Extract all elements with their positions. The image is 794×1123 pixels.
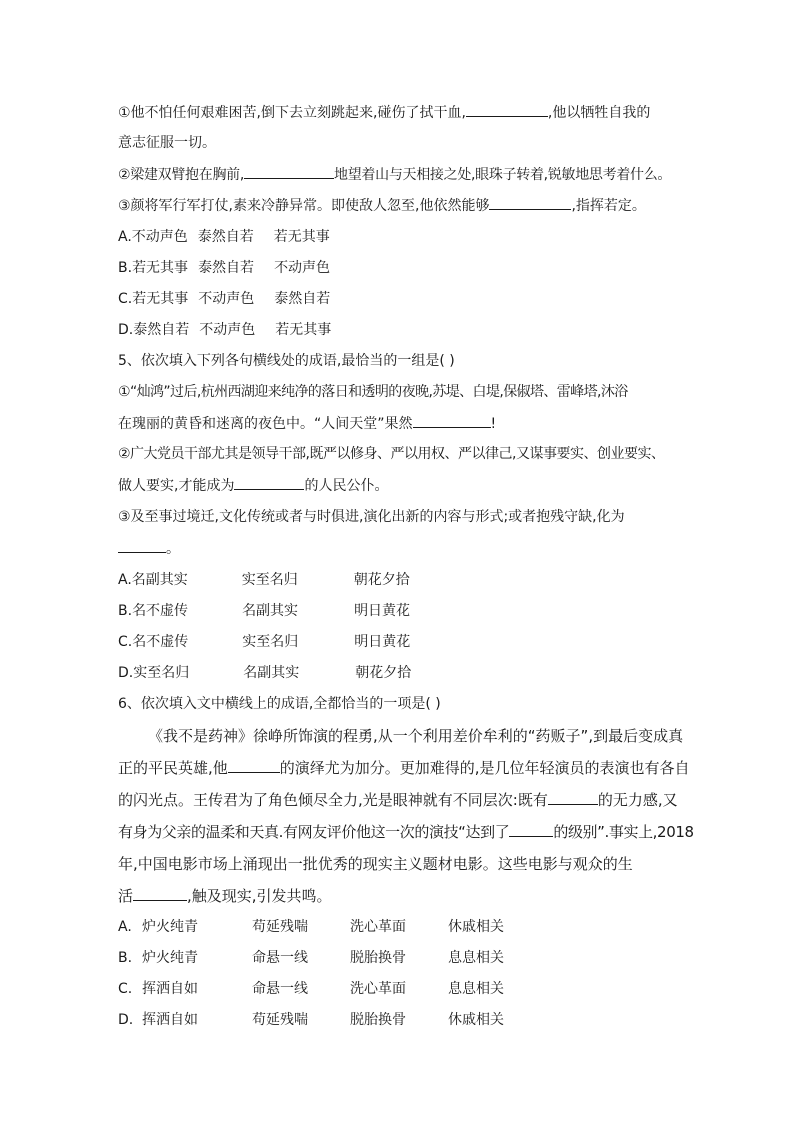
q5-s2-text-c: 的人民公仆。 [304, 478, 389, 494]
option-item: 洗心革面 [350, 981, 406, 997]
q5-option-a [118, 570, 410, 590]
option-item: 名副其实 [131, 572, 188, 588]
q6-p2-text-b: 的演绎尤为加分。更加难得的,是几位年轻演员的表演也有各自 [279, 759, 690, 777]
q6-passage-line-3 [118, 790, 678, 810]
option-item: 名副其实 [242, 603, 299, 619]
q5-s2-text-b: 做人要实,才能成为 [118, 478, 235, 494]
q6-passage-line-2 [118, 758, 690, 778]
q4-s2-blank [244, 164, 334, 179]
option-item: 朝花夕拾 [353, 572, 410, 588]
q5-sentence-1-line-1: ①“灿鸿”过后,杭州西湖迎来纯净的落日和透明的夜晚,苏堤、白堤,保俶塔、雷峰塔,沐浴 [118, 384, 628, 400]
q4-s2-text-b: 地望着山与天相接之处,眼珠子转着,锐敏地思考着什么。 [334, 167, 672, 183]
q5-sentence-2-line-1: ②广大党员干部尤其是领导干部,既严以修身、严以用权、严以律己,又谋事要实、创业要实、 [118, 446, 665, 462]
q5-s1-blank [413, 413, 491, 428]
option-label: A. [118, 919, 132, 935]
option-item: 命悬一线 [252, 950, 308, 966]
q6-p2-text-a: 正的平民英雄,他 [118, 759, 228, 777]
option-label: C. [118, 291, 133, 307]
option-item: 若无其事 [275, 322, 332, 338]
option-item: 明日黄花 [354, 634, 411, 650]
q4-option-d [118, 320, 331, 340]
q4-s3-blank [489, 195, 571, 210]
q4-option-a [118, 227, 330, 247]
q5-s1-text-c: ! [490, 416, 497, 432]
q6-p3-text-a: 的闪光点。王传君为了角色倾尽全力,光是眼神就有不同层次:既有 [118, 791, 548, 809]
option-label: B. [118, 260, 133, 276]
option-label: A. [118, 229, 132, 245]
option-item: 若无其事 [132, 260, 189, 276]
q6-blank-3 [509, 822, 553, 837]
q5-s3-blank [118, 538, 166, 553]
option-item: 炉火纯青 [142, 919, 198, 935]
q6-passage-line-6 [118, 886, 332, 906]
option-label: B. [118, 603, 133, 619]
option-item: 泰然自若 [198, 260, 255, 276]
q5-sentence-3-line-1: ③及至事过境迁,文化传统或者与时俱进,演化出新的内容与形式;或者抱残守缺,化为 [118, 509, 625, 525]
q6-p4-text-a: 有身为父亲的温柔和天真.有网友评价他这一次的演技“达到了 [118, 823, 510, 841]
option-item: 实至名归 [133, 665, 190, 681]
option-item: 朝花夕拾 [355, 665, 412, 681]
q6-p4-text-b: 的级别”.事实上,2018 [553, 823, 694, 841]
option-item: 不动声色 [274, 260, 331, 276]
option-item: 命悬一线 [252, 981, 308, 997]
q5-option-b [118, 601, 410, 621]
option-item: 苟延残喘 [252, 1012, 308, 1028]
option-item: 泰然自若 [197, 229, 254, 245]
option-item: 不动声色 [131, 229, 188, 245]
option-item: 休戚相关 [448, 919, 504, 935]
q5-sentence-2-line-2 [118, 475, 388, 496]
q4-s1-blank [466, 102, 548, 117]
q6-passage-line-1: 《我不是药神》徐峥所饰演的程勇,从一个利用差价牟利的“药贩子”,到最后变成真 [148, 727, 684, 745]
q6-p6-text-b: ,触及现实,引发共鸣。 [187, 887, 332, 905]
q6-passage-line-5: 年,中国电影市场上涌现出一批优秀的现实主义题材电影。这些电影与观众的生 [118, 855, 633, 873]
q6-option-b [118, 948, 504, 968]
option-item: 名副其实 [243, 665, 300, 681]
q4-sentence-3 [118, 195, 646, 216]
q6-option-a [118, 917, 504, 937]
option-item: 名不虚传 [132, 634, 189, 650]
q4-sentence-1-line-2: 意志征服一切。 [118, 135, 216, 151]
q6-blank-4 [133, 886, 187, 901]
option-item: 脱胎换骨 [350, 950, 406, 966]
option-label: D. [118, 1012, 134, 1028]
q5-sentence-1-line-2 [118, 413, 496, 434]
option-item: 脱胎换骨 [350, 1012, 406, 1028]
option-item: 泰然自若 [274, 291, 331, 307]
q6-stem: 6、依次填入文中横线上的成语,全都恰当的一项是( ) [118, 696, 441, 712]
option-item: 实至名归 [241, 572, 298, 588]
option-item: 休戚相关 [448, 1012, 504, 1028]
q5-s3-text-b: 。 [166, 541, 180, 557]
q4-s1-text-a: ①他不怕任何艰难困苦,倒下去立刻跳起来,碰伤了拭干血, [118, 105, 466, 121]
q5-sentence-3-line-2 [118, 538, 180, 559]
q4-s2-text-a: ②梁建双臂抱在胸前, [118, 167, 245, 183]
option-item: 若无其事 [273, 229, 330, 245]
q4-s3-text-a: ③颜将军行军打仗,素来冷静异常。即使敌人忽至,他依然能够 [118, 198, 490, 214]
q6-p6-text-a: 活 [118, 887, 134, 905]
option-item: 息息相关 [448, 981, 504, 997]
q6-blank-2 [548, 790, 598, 805]
q6-p3-text-b: 的无力感,又 [597, 791, 678, 809]
option-item: 洗心革面 [350, 919, 406, 935]
option-item: 挥洒自如 [142, 1012, 198, 1028]
q4-sentence-1-line-1 [118, 102, 650, 123]
option-item: 泰然自若 [133, 322, 190, 338]
option-item: 实至名归 [242, 634, 299, 650]
option-item: 不动声色 [199, 322, 256, 338]
q4-s1-text-b: ,他以牺牲自我的 [547, 105, 651, 121]
q6-option-c [118, 979, 504, 999]
q6-blank-1 [228, 758, 280, 773]
option-item: 明日黄花 [354, 603, 411, 619]
option-item: 不动声色 [198, 291, 255, 307]
option-label: C. [118, 981, 133, 997]
option-item: 名不虚传 [132, 603, 189, 619]
option-label: B. [118, 950, 133, 966]
option-label: A. [118, 572, 132, 588]
option-item: 挥洒自如 [142, 981, 198, 997]
q5-option-c [118, 632, 410, 652]
q6-option-d [118, 1010, 504, 1030]
q4-option-c [118, 289, 330, 309]
q5-s2-blank [234, 475, 304, 490]
q5-option-d [118, 663, 411, 683]
option-label: D. [118, 665, 134, 681]
option-item: 苟延残喘 [252, 919, 308, 935]
q5-s1-text-b: 在瑰丽的黄昏和迷离的夜色中。“人间天堂”果然 [118, 416, 413, 432]
q4-sentence-2 [118, 164, 671, 185]
q4-option-b [118, 258, 330, 278]
option-item: 若无其事 [132, 291, 189, 307]
option-label: C. [118, 634, 133, 650]
q5-stem: 5、依次填入下列各句横线处的成语,最恰当的一组是( ) [118, 353, 455, 369]
q6-passage-line-4 [118, 822, 694, 842]
q4-s3-text-b: ,指挥若定。 [571, 198, 646, 214]
option-item: 息息相关 [448, 950, 504, 966]
option-label: D. [118, 322, 134, 338]
option-item: 炉火纯青 [142, 950, 198, 966]
